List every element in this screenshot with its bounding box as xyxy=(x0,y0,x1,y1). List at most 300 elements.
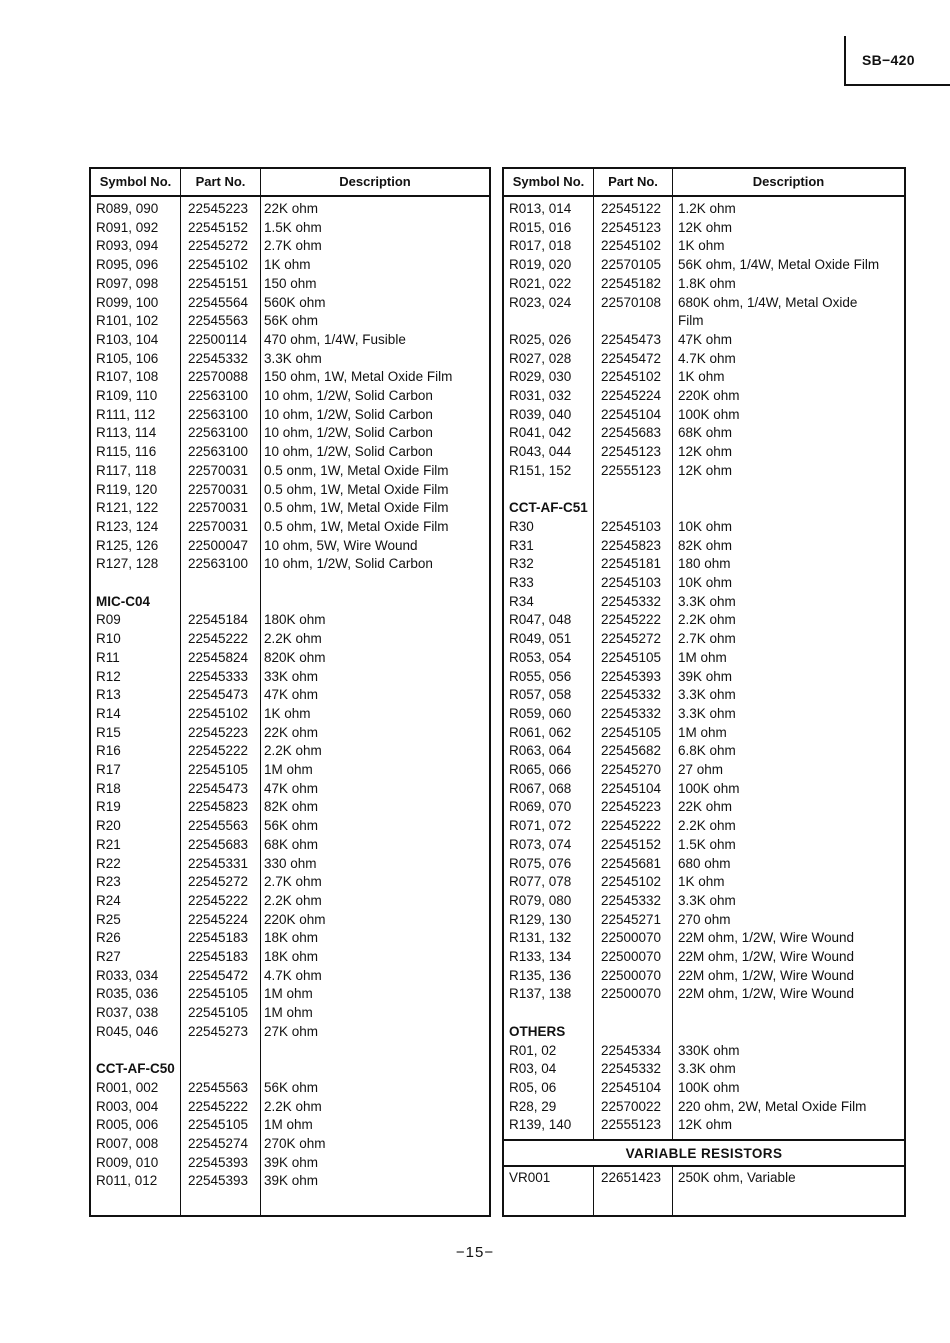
cell-part: 22545270 xyxy=(601,762,662,777)
cell-part: 22570022 xyxy=(601,1098,662,1114)
cell-part: 22500070 xyxy=(601,949,662,964)
table-row xyxy=(91,798,489,817)
table-header xyxy=(504,169,904,197)
table-row xyxy=(504,892,904,911)
cell-description: 47K ohm xyxy=(264,687,319,703)
cell-symbol: R109, 110 xyxy=(96,388,158,403)
cell-part: 22545102 xyxy=(188,257,249,273)
cell-part: 22570031 xyxy=(188,500,249,516)
cell-symbol: R13 xyxy=(96,687,121,703)
cell-symbol: R015, 016 xyxy=(509,219,572,235)
cell-symbol: R021, 022 xyxy=(509,275,572,291)
table-row xyxy=(91,780,489,799)
cell-symbol: R107, 108 xyxy=(96,369,159,385)
table-row xyxy=(504,462,904,481)
cell-description: 82K ohm xyxy=(264,799,319,815)
table-row xyxy=(91,1154,489,1173)
cell-description: 0.5 onm, 1W, Metal Oxide Film xyxy=(264,462,449,478)
cell-part: 22570108 xyxy=(601,294,662,310)
table-row xyxy=(504,574,904,593)
cell-description: 39K ohm xyxy=(678,668,733,684)
cell-part: 22545274 xyxy=(188,1136,249,1151)
cell-description: 2.2K ohm xyxy=(264,1098,322,1114)
cell-description: 3.3K ohm xyxy=(678,1061,736,1077)
cell-symbol: R27 xyxy=(96,949,121,964)
cell-part: 22545272 xyxy=(188,874,249,890)
cell-symbol: R049, 051 xyxy=(509,631,572,647)
table-row xyxy=(504,593,904,612)
table-row xyxy=(504,817,904,836)
cell-description: 1M ohm xyxy=(264,762,313,777)
cell-description: 1M ohm xyxy=(678,649,727,665)
cell-description: 39K ohm xyxy=(264,1173,319,1189)
cell-part: 22545222 xyxy=(188,743,249,759)
cell-symbol: R003, 004 xyxy=(96,1098,159,1114)
parts-table-left xyxy=(89,167,491,1217)
cell-part: 22545105 xyxy=(601,649,662,665)
cell-description: 33K ohm xyxy=(264,668,319,684)
cell-part: 22545332 xyxy=(601,593,662,609)
cell-symbol: R131, 132 xyxy=(509,930,572,946)
table-row xyxy=(91,705,489,724)
cell-description: 22K ohm xyxy=(264,201,319,216)
cell-symbol: R067, 068 xyxy=(509,780,572,796)
cell-description: 1.5K ohm xyxy=(264,219,322,235)
cell-symbol: R18 xyxy=(96,780,121,796)
cell-symbol: R005, 006 xyxy=(96,1117,159,1133)
table-row xyxy=(91,424,489,443)
cell-description: 3.3K ohm xyxy=(678,892,736,908)
table-row xyxy=(504,1079,904,1098)
table-row xyxy=(504,668,904,687)
table-row xyxy=(504,443,904,462)
cell-symbol: R11 xyxy=(96,649,120,665)
cell-symbol: R26 xyxy=(96,930,121,946)
cell-description: 150 ohm xyxy=(264,275,317,291)
cell-symbol: R007, 008 xyxy=(96,1136,159,1151)
table-row xyxy=(91,668,489,687)
section-heading: MIC-C04 xyxy=(96,593,151,609)
cell-symbol: R16 xyxy=(96,743,121,759)
cell-symbol: R071, 072 xyxy=(509,818,572,834)
table-row xyxy=(91,929,489,948)
table-row xyxy=(504,518,904,537)
cell-description: 47K ohm xyxy=(264,780,319,796)
cell-description: 2.2K ohm xyxy=(678,612,736,628)
cell-symbol: R129, 130 xyxy=(509,911,572,927)
table-row xyxy=(504,294,904,313)
table-row xyxy=(91,275,489,294)
cell-symbol: R09 xyxy=(96,612,121,628)
cell-part: 22545272 xyxy=(188,238,249,254)
cell-description: 1K ohm xyxy=(264,705,311,721)
table-row xyxy=(91,985,489,1004)
cell-symbol: R113, 114 xyxy=(96,425,157,441)
cell-description: 12K ohm xyxy=(678,219,733,235)
table-row xyxy=(91,742,489,761)
cell-part: 22545224 xyxy=(188,911,249,927)
table-row xyxy=(504,873,904,892)
cell-symbol: R127, 128 xyxy=(96,556,159,572)
table-row xyxy=(91,967,489,986)
cell-symbol: R069, 070 xyxy=(509,799,572,815)
cell-part: 22545103 xyxy=(601,518,662,534)
column-divider xyxy=(593,1167,594,1215)
table-row xyxy=(91,724,489,743)
cell-description: 10 ohm, 1/2W, Solid Carbon xyxy=(264,388,433,403)
cell-part: 22545824 xyxy=(188,649,249,665)
cell-part: 22545823 xyxy=(601,537,662,553)
cell-part: 22545224 xyxy=(601,388,662,403)
table-row xyxy=(504,967,904,986)
cell-part: 22545223 xyxy=(601,799,662,815)
cell-description: 12K ohm xyxy=(678,1117,733,1133)
cell-symbol: R073, 074 xyxy=(509,836,572,852)
cell-description: 0.5 ohm, 1W, Metal Oxide Film xyxy=(264,481,449,497)
cell-description: 2.2K ohm xyxy=(264,743,322,759)
cell-description: 56K ohm xyxy=(264,1079,319,1095)
cell-symbol: R14 xyxy=(96,705,121,721)
cell-part: 22545473 xyxy=(601,331,662,347)
cell-part: 22545102 xyxy=(188,705,249,721)
cell-description: 2.7K ohm xyxy=(678,631,736,647)
cell-description: 820K ohm xyxy=(264,649,326,665)
table-row xyxy=(91,948,489,967)
cell-description: 56K ohm xyxy=(264,818,319,834)
table-row xyxy=(504,649,904,668)
variable-resistors-title: VARIABLE RESISTORS xyxy=(504,1139,904,1167)
parts-table-right xyxy=(502,167,906,1217)
cell-part: 22545102 xyxy=(601,238,662,254)
table-row xyxy=(91,219,489,238)
cell-part: 22555123 xyxy=(601,462,662,478)
table-row xyxy=(504,1060,904,1079)
cell-symbol: R041, 042 xyxy=(509,425,572,441)
cell-symbol: R077, 078 xyxy=(509,874,572,890)
cell-symbol: R029, 030 xyxy=(509,369,572,385)
cell-symbol: R013, 014 xyxy=(509,201,572,216)
cell-description: 22M ohm, 1/2W, Wire Wound xyxy=(678,930,855,946)
table-row xyxy=(91,1135,489,1154)
header-description: Description xyxy=(339,174,411,189)
cell-part: 22545823 xyxy=(188,799,249,815)
cell-description: 47K ohm xyxy=(678,331,733,347)
cell-description: 180K ohm xyxy=(264,612,326,628)
model-number: SB−420 xyxy=(862,52,915,68)
table-row xyxy=(504,686,904,705)
cell-symbol: R025, 026 xyxy=(509,331,572,347)
cell-part: 22545472 xyxy=(601,350,662,366)
cell-description: 2.2K ohm xyxy=(264,892,322,908)
cell-part: 22563100 xyxy=(188,444,249,460)
model-box xyxy=(844,36,950,86)
table-row xyxy=(504,537,904,556)
table-row xyxy=(91,611,489,630)
cell-description: 3.3K ohm xyxy=(678,705,736,721)
cell-part: 22563100 xyxy=(188,406,249,422)
cell-description: 10 ohm, 5W, Wire Wound xyxy=(264,537,418,553)
cell-part: 22545103 xyxy=(601,575,662,590)
cell-description: 56K ohm xyxy=(264,313,319,329)
cell-description: 6.8K ohm xyxy=(678,743,736,759)
cell-symbol: R101, 102 xyxy=(96,313,159,329)
cell-description: 0.5 ohm, 1W, Metal Oxide Film xyxy=(264,500,449,516)
cell-symbol: R095, 096 xyxy=(96,257,159,273)
cell-symbol: R139, 140 xyxy=(509,1117,572,1133)
cell-description: 2.2K ohm xyxy=(678,818,736,834)
cell-symbol: R039, 040 xyxy=(509,406,572,422)
cell-description: 22M ohm, 1/2W, Wire Wound xyxy=(678,986,855,1002)
cell-symbol: R111, 112 xyxy=(96,406,156,422)
cell-symbol: R075, 076 xyxy=(509,855,572,871)
table-row xyxy=(91,1042,489,1061)
cell-description: 22K ohm xyxy=(264,724,319,740)
table-row xyxy=(91,817,489,836)
table-row xyxy=(91,1079,489,1098)
cell-description: 82K ohm xyxy=(678,537,733,553)
table-row xyxy=(91,836,489,855)
cell-description: 560K ohm xyxy=(264,294,326,310)
table-row xyxy=(91,350,489,369)
cell-part: 22563100 xyxy=(188,556,249,572)
cell-symbol: R123, 124 xyxy=(96,518,159,534)
page-number: −15− xyxy=(455,1244,495,1261)
cell-symbol: R059, 060 xyxy=(509,705,572,721)
cell-part: 22545222 xyxy=(601,612,662,628)
table-row xyxy=(91,518,489,537)
cell-part: 22545102 xyxy=(601,874,662,890)
cell-description: 39K ohm xyxy=(264,1154,319,1170)
cell-description: 10K ohm xyxy=(678,518,733,534)
table-row xyxy=(91,499,489,518)
cell-part: 22500070 xyxy=(601,930,662,946)
cell-symbol: R035, 036 xyxy=(96,986,159,1002)
cell-symbol: R093, 094 xyxy=(96,238,159,254)
cell-part: 22500070 xyxy=(601,986,662,1002)
cell-part: 22545152 xyxy=(188,219,249,235)
cell-description: 680 ohm xyxy=(678,855,731,871)
cell-part: 22545273 xyxy=(188,1023,249,1039)
header-symbol: Symbol No. xyxy=(99,174,172,189)
table-row xyxy=(504,200,904,219)
cell-symbol: R063, 064 xyxy=(509,743,572,759)
cell-part: 22545105 xyxy=(188,762,249,777)
cell-description: 1.8K ohm xyxy=(678,275,736,291)
cell-symbol: R001, 002 xyxy=(96,1079,159,1095)
cell-description: 180 ohm xyxy=(678,556,731,572)
cell-description: 1K ohm xyxy=(678,238,725,254)
cell-symbol: R24 xyxy=(96,892,121,908)
cell-description: 68K ohm xyxy=(264,836,319,852)
cell-description: 1M ohm xyxy=(264,986,313,1002)
cell-part: 22545183 xyxy=(188,949,249,964)
cell-part: 22545563 xyxy=(188,1079,249,1095)
cell-symbol: R017, 018 xyxy=(509,238,572,254)
cell-part: 22545223 xyxy=(188,201,249,216)
cell-part: 22545222 xyxy=(188,631,249,647)
cell-description: 100K ohm xyxy=(678,780,740,796)
cell-description: 470 ohm, 1/4W, Fusible xyxy=(264,331,406,347)
table-row xyxy=(91,312,489,331)
cell-part: 22570088 xyxy=(188,369,249,385)
cell-symbol: R19 xyxy=(96,799,121,815)
table-row xyxy=(91,368,489,387)
cell-description: 68K ohm xyxy=(678,425,733,441)
cell-part: 22570031 xyxy=(188,518,249,534)
cell-description: 330 ohm xyxy=(264,855,317,871)
cell-description: 10 ohm, 1/2W, Solid Carbon xyxy=(264,556,433,572)
table-row xyxy=(91,387,489,406)
cell-part: 22555123 xyxy=(601,1117,662,1133)
cell-description: 22K ohm xyxy=(678,799,733,815)
table-row xyxy=(91,294,489,313)
cell-description: 1.5K ohm xyxy=(678,836,736,852)
cell-part: 22545222 xyxy=(188,892,249,908)
cell-description: 4.7K ohm xyxy=(678,350,736,366)
table-row xyxy=(91,1004,489,1023)
cell-part: 22651423 xyxy=(601,1170,662,1185)
table-row xyxy=(504,237,904,256)
cell-part: 22545682 xyxy=(601,743,662,759)
table-row xyxy=(91,537,489,556)
cell-symbol: R023, 024 xyxy=(509,294,572,310)
table-row xyxy=(91,649,489,668)
table-row xyxy=(504,630,904,649)
cell-symbol: VR001 xyxy=(509,1170,551,1185)
cell-part: 22545332 xyxy=(188,350,249,366)
table-header xyxy=(91,169,489,197)
cell-description: 12K ohm xyxy=(678,444,733,460)
cell-symbol: R057, 058 xyxy=(509,687,572,703)
cell-description: 18K ohm xyxy=(264,949,319,964)
table-row xyxy=(91,331,489,350)
cell-symbol: R05, 06 xyxy=(509,1079,557,1095)
cell-description: 220K ohm xyxy=(678,388,740,403)
cell-part: 22545332 xyxy=(601,687,662,703)
header-description: Description xyxy=(752,174,825,189)
table-row xyxy=(91,630,489,649)
cell-symbol: R065, 066 xyxy=(509,762,572,777)
table-row xyxy=(91,855,489,874)
cell-description: 270K ohm xyxy=(264,1136,326,1151)
cell-part: 22545104 xyxy=(601,1079,662,1095)
cell-symbol: R125, 126 xyxy=(96,537,159,553)
cell-description: 4.7K ohm xyxy=(264,967,322,983)
cell-part: 22545334 xyxy=(601,1042,662,1058)
table-row xyxy=(504,836,904,855)
cell-description: 680K ohm, 1/4W, Metal Oxide xyxy=(678,294,858,310)
cell-description: 1.2K ohm xyxy=(678,201,736,216)
table-row xyxy=(504,331,904,350)
cell-symbol: R151, 152 xyxy=(509,462,572,478)
cell-part: 22545332 xyxy=(601,1061,662,1077)
table-row xyxy=(504,780,904,799)
column-divider xyxy=(672,1167,673,1215)
table-row xyxy=(504,219,904,238)
cell-symbol: R28, 29 xyxy=(509,1098,557,1114)
table-row xyxy=(504,855,904,874)
table-row xyxy=(91,873,489,892)
cell-description: 1K ohm xyxy=(264,257,311,273)
cell-part: 22545223 xyxy=(188,724,249,740)
cell-part: 22545184 xyxy=(188,612,249,628)
cell-part: 22545104 xyxy=(601,780,662,796)
cell-description: 2.2K ohm xyxy=(264,631,322,647)
cell-part: 22545183 xyxy=(188,930,249,946)
cell-part: 22570031 xyxy=(188,462,249,478)
cell-description: 0.5 ohm, 1W, Metal Oxide Film xyxy=(264,518,449,534)
cell-part: 22545564 xyxy=(188,294,249,310)
cell-symbol: R105, 106 xyxy=(96,350,159,366)
cell-symbol: R091, 092 xyxy=(96,219,159,235)
cell-part: 22545152 xyxy=(601,836,662,852)
cell-part: 22545181 xyxy=(601,556,662,572)
cell-part: 22545104 xyxy=(601,406,662,422)
header-part: Part No. xyxy=(195,174,246,189)
table-row xyxy=(504,406,904,425)
cell-symbol: R115, 116 xyxy=(96,444,157,460)
cell-description: 100K ohm xyxy=(678,1079,740,1095)
cell-part: 22545393 xyxy=(188,1154,249,1170)
table-row xyxy=(504,555,904,574)
cell-part: 22500070 xyxy=(601,967,662,983)
section-heading-row xyxy=(504,499,904,518)
cell-symbol: R25 xyxy=(96,911,121,927)
cell-symbol: R027, 028 xyxy=(509,350,572,366)
cell-symbol: R03, 04 xyxy=(509,1061,557,1077)
cell-part: 22545332 xyxy=(601,892,662,908)
table-row xyxy=(91,892,489,911)
table-row xyxy=(91,237,489,256)
table-row xyxy=(504,911,904,930)
cell-symbol: R061, 062 xyxy=(509,724,572,740)
cell-description: 100K ohm xyxy=(678,406,740,422)
cell-part: 22545331 xyxy=(188,855,249,871)
cell-description: 10 ohm, 1/2W, Solid Carbon xyxy=(264,406,433,422)
cell-symbol: R34 xyxy=(509,593,534,609)
table-row xyxy=(504,1042,904,1061)
cell-symbol: R037, 038 xyxy=(96,1005,159,1021)
cell-part: 22545105 xyxy=(188,986,249,1002)
cell-symbol: R031, 032 xyxy=(509,388,572,403)
cell-description: 10K ohm xyxy=(678,575,733,590)
cell-symbol: R31 xyxy=(509,537,534,553)
table-row xyxy=(504,798,904,817)
cell-part: 22545683 xyxy=(601,425,662,441)
cell-description: 220 ohm, 2W, Metal Oxide Film xyxy=(678,1098,867,1114)
cell-symbol: R20 xyxy=(96,818,121,834)
cell-symbol: R011, 012 xyxy=(96,1173,158,1189)
table-row xyxy=(91,481,489,500)
cell-description: 1M ohm xyxy=(264,1117,313,1133)
section-heading-row xyxy=(91,593,489,612)
cell-description: 56K ohm, 1/4W, Metal Oxide Film xyxy=(678,257,880,273)
table-row xyxy=(504,424,904,443)
table-row xyxy=(504,350,904,369)
cell-part: 22545563 xyxy=(188,313,249,329)
table-row xyxy=(91,911,489,930)
cell-symbol: R15 xyxy=(96,724,121,740)
table-row xyxy=(504,761,904,780)
table-row xyxy=(504,742,904,761)
cell-symbol: R10 xyxy=(96,631,121,647)
cell-part: 22545333 xyxy=(188,668,249,684)
cell-description: 1M ohm xyxy=(678,724,727,740)
cell-symbol: R23 xyxy=(96,874,121,890)
table-row xyxy=(504,256,904,275)
cell-symbol: R121, 122 xyxy=(96,500,159,516)
table-row xyxy=(504,1116,904,1135)
